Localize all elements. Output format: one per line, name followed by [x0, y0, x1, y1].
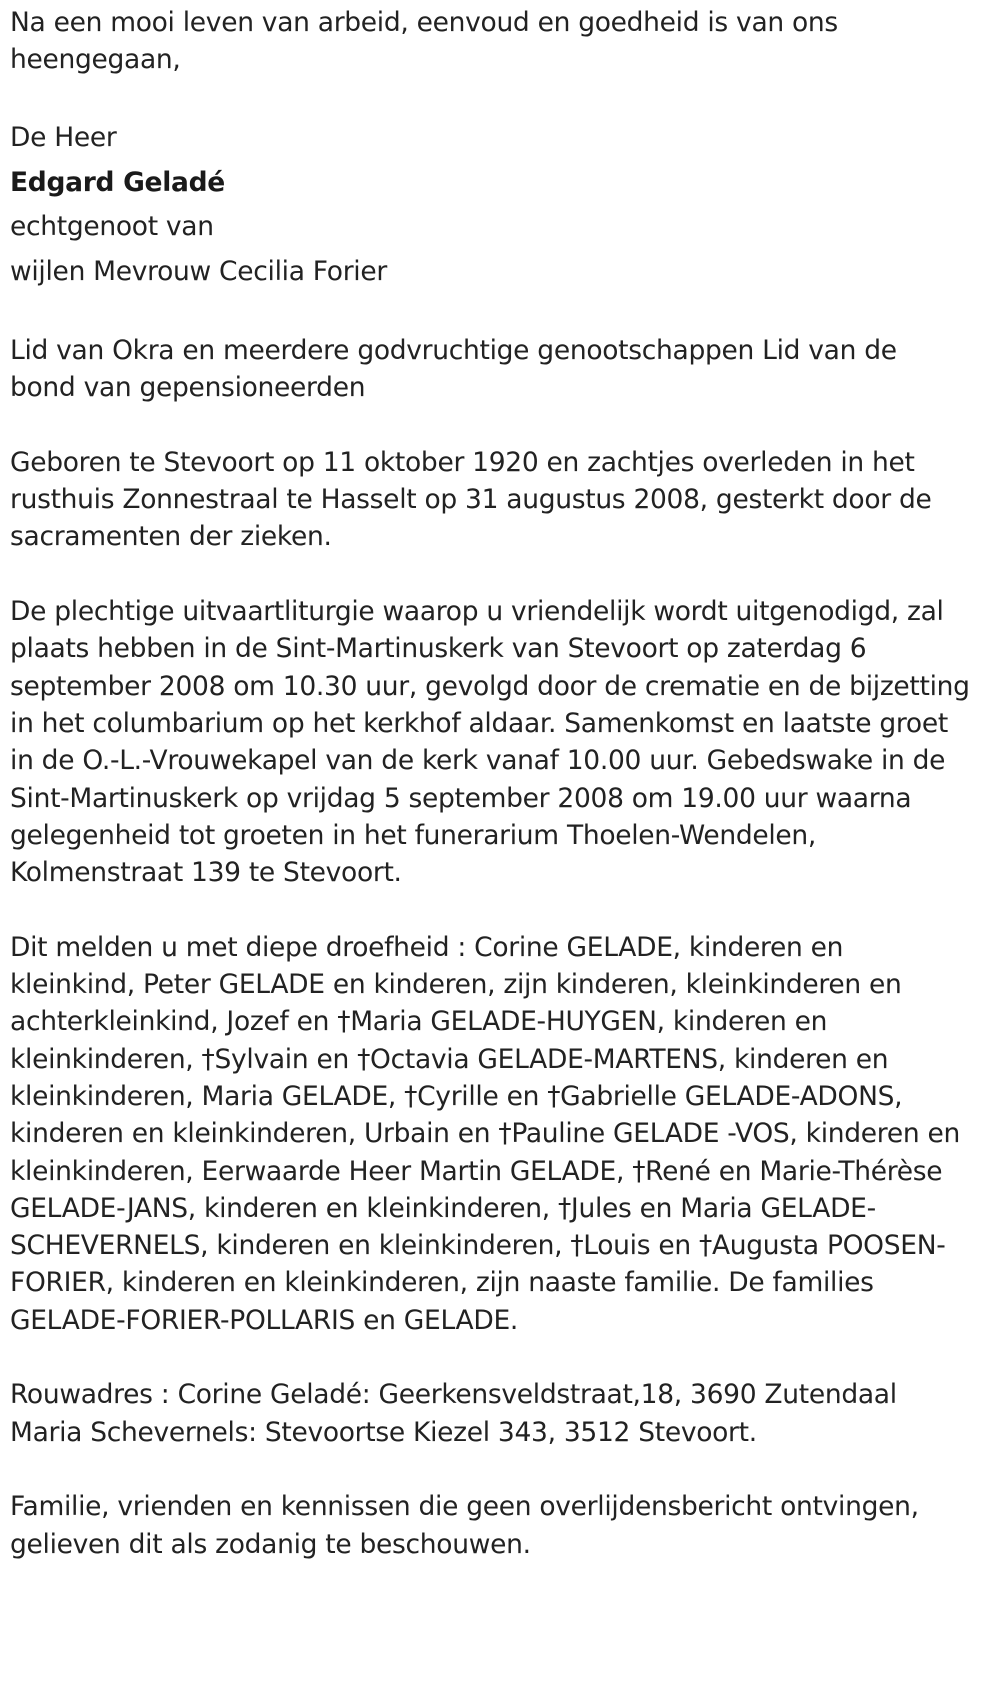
mourning-address-text: Rouwadres : Corine Geladé: Geerkensveldstraat,18, 3690 Zutendaal Maria Schevernels: Stevoortse Kiezel 343, 3512 Stevoort. [10, 1379, 897, 1448]
intro-text: Na een mooi leven van arbeid, eenvoud en goedheid is van ons heengegaan, [10, 7, 838, 76]
spouse-label: echtgenoot van [10, 211, 214, 243]
memberships-text: Lid van Okra en meerdere godvruchtige genootschappen Lid van de bond van gepensioneerden [10, 335, 897, 404]
spouse-name: wijlen Mevrouw Cecilia Forier [10, 256, 387, 287]
birth-death-text: Geboren te Stevoort op 11 oktober 1920 en zachtjes overleden in het rusthuis Zonnestraal te Hasselt op 31 augustus 2008, gesterkt door de sacramenten der zieken. [10, 446, 932, 553]
title-text: De Heer [10, 121, 117, 153]
closing-text: Familie, vrienden en kennissen die geen overlijdensbericht ontvingen, gelieven dit als zodanig te beschouwen. [10, 1491, 919, 1560]
deceased-name: Edgard Geladé [10, 166, 225, 198]
funeral-text: De plechtige uitvaartliturgie waarop u vriendelijk wordt uitgenodigd, zal plaats hebben in de Sint-Martinuskerk van Stevoort op zaterdag 6 september 2008 om 10.30 uur, gevolgd door de crematie en de bijzetting in het columbarium op het kerkhof aldaar. Samenkomst en laatste groet in de O.-L.-Vrouwekapel van de kerk vanaf 10.00 uur. Gebedswake in de Sint-Martinuskerk op vrijdag 5 september 2008 om 19.00 uur waarna gelegenheid tot groeten in het funerarium Thoelen-Wendelen, Kolmenstraat 139 te Stevoort. [10, 596, 970, 889]
family-text: Dit melden u met diepe droefheid : Corine GELADE, kinderen en kleinkind, Peter GELADE en kinderen, zijn kinderen, kleinkinderen en achterkleinkind, Jozef en †Maria GELADE-HUYGEN, kinderen en kleinkinderen, †Sylvain en †Octavia GELADE-MARTENS, kinderen en kleinkinderen, Maria GELADE, †Cyrille en †Gabrielle GELADE-ADONS, kinderen en kleinkinderen, Urbain en †Pauline GELADE -VOS, kinderen en kleinkinderen, Eerwaarde Heer Martin GELADE, †René en Marie-Thérèse GELADE-JANS, kinderen en kleinkinderen, †Jules en Maria GELADE-SCHEVERNELS, kinderen en kleinkinderen, †Louis en †Augusta POOSEN-FORIER, kinderen en kleinkinderen, zijn naaste familie. De families GELADE-FORIER-POLLARIS en GELADE. [10, 931, 960, 1336]
